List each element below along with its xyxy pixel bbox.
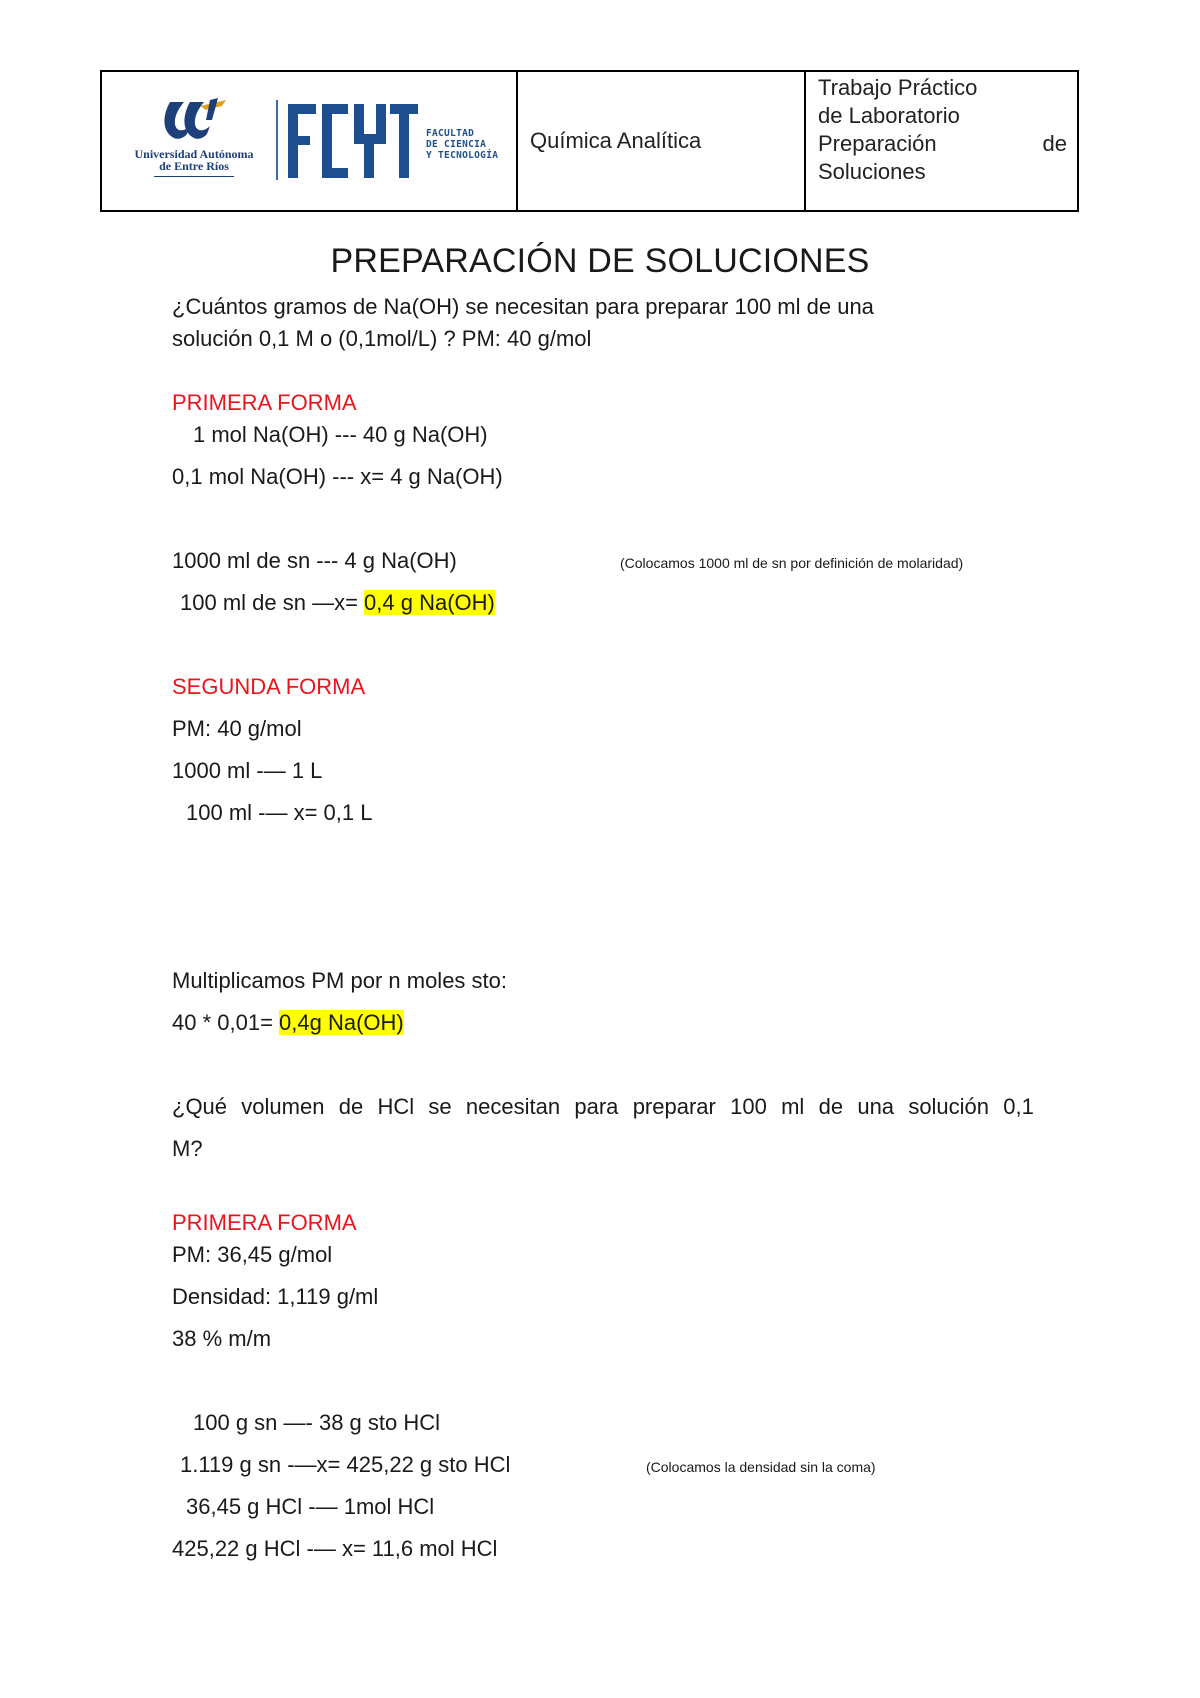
method-3-step-5: 1.119 g sn -—x= 425,22 g sto HCl bbox=[180, 1452, 511, 1477]
method-2-heading: SEGUNDA FORMA bbox=[172, 674, 366, 699]
question-2-word: 0,1 bbox=[1003, 1094, 1034, 1119]
method-3-step-1: PM: 36,45 g/mol bbox=[172, 1242, 333, 1267]
question-1-line-2: solución 0,1 M o (0,1mol/L) ? PM: 40 g/mol bbox=[172, 326, 592, 351]
question-2-word: HCl bbox=[377, 1094, 415, 1119]
method-2-step-5 bbox=[172, 1010, 404, 1036]
logo-divider bbox=[276, 100, 278, 180]
practice-title-line3b: de bbox=[1042, 131, 1067, 156]
method-1-result-highlight: 0,4 g Na(OH) bbox=[364, 590, 495, 615]
uader-underline bbox=[154, 176, 234, 177]
practice-title-line1: Trabajo Práctico bbox=[818, 75, 978, 100]
question-2-word: para bbox=[574, 1094, 619, 1119]
method-3-step-2: Densidad: 1,119 g/ml bbox=[172, 1284, 379, 1309]
page-title: PREPARACIÓN DE SOLUCIONES bbox=[330, 242, 870, 280]
question-2-word: de bbox=[818, 1094, 844, 1119]
question-2-word: 100 bbox=[730, 1094, 767, 1119]
method-2-step-5-text: 40 * 0,01= bbox=[172, 1010, 280, 1035]
method-1-note: (Colocamos 1000 ml de sn por definición de molaridad) bbox=[620, 555, 964, 571]
method-3-step-6: 36,45 g HCl -— 1mol HCl bbox=[186, 1494, 435, 1519]
subject-name: Química Analítica bbox=[530, 128, 702, 153]
method-2-step-4: Multiplicamos PM por n moles sto: bbox=[172, 968, 507, 993]
method-3-step-7: 425,22 g HCl -— x= 11,6 mol HCl bbox=[172, 1536, 498, 1561]
method-3-note: (Colocamos la densidad sin la coma) bbox=[646, 1459, 876, 1475]
practice-title-line4: Soluciones bbox=[818, 159, 926, 184]
question-2-word: ¿Qué bbox=[172, 1094, 228, 1119]
method-3-heading: PRIMERA FORMA bbox=[172, 1210, 357, 1235]
uader-emblem-icon bbox=[160, 96, 230, 144]
subject-cell bbox=[518, 72, 806, 210]
method-3-step-3: 38 % m/m bbox=[172, 1326, 272, 1351]
practice-title-line3a: Preparación bbox=[818, 131, 937, 156]
practice-title-line3 bbox=[818, 130, 1067, 158]
question-2-word: volumen bbox=[241, 1094, 325, 1119]
uader-name-line1: Universidad Autónoma bbox=[134, 147, 254, 161]
method-1-step-1: 1 mol Na(OH) --- 40 g Na(OH) bbox=[193, 422, 488, 447]
method-1-step-3: 1000 ml de sn --- 4 g Na(OH) bbox=[172, 548, 457, 573]
uader-name bbox=[124, 148, 264, 172]
question-1-line-1: ¿Cuántos gramos de Na(OH) se necesitan para preparar 100 ml de una bbox=[172, 294, 874, 319]
question-2-line-1 bbox=[172, 1094, 1034, 1120]
question-2-word: una bbox=[857, 1094, 895, 1119]
practice-title-cell bbox=[806, 72, 1077, 210]
practice-title-line2: de Laboratorio bbox=[818, 103, 960, 128]
method-1-heading: PRIMERA FORMA bbox=[172, 390, 357, 415]
method-1-step-4-text: 100 ml de sn —x= bbox=[180, 590, 365, 615]
question-2-word: de bbox=[338, 1094, 364, 1119]
fcyt-wordmark-logo bbox=[288, 100, 418, 182]
method-2-step-2: 1000 ml -— 1 L bbox=[172, 758, 323, 783]
uader-logo bbox=[124, 96, 264, 196]
uader-name-line2: de Entre Ríos bbox=[159, 159, 229, 173]
method-1-step-2: 0,1 mol Na(OH) --- x= 4 g Na(OH) bbox=[172, 464, 503, 489]
question-2-word: preparar bbox=[632, 1094, 716, 1119]
question-2-word: solución bbox=[908, 1094, 990, 1119]
method-3-step-4: 100 g sn —- 38 g sto HCl bbox=[193, 1410, 441, 1435]
method-1-step-4 bbox=[180, 590, 495, 616]
method-2-step-1: PM: 40 g/mol bbox=[172, 716, 302, 741]
question-2-word: necesitan bbox=[465, 1094, 561, 1119]
question-2-word: ml bbox=[781, 1094, 805, 1119]
method-2-step-3: 100 ml -— x= 0,1 L bbox=[186, 800, 373, 825]
fcyt-faculty-line2: DE CIENCIA bbox=[426, 139, 487, 150]
fcyt-faculty-name bbox=[426, 128, 498, 161]
header-table bbox=[100, 70, 1079, 212]
fcyt-faculty-line1: FACULTAD bbox=[426, 128, 475, 139]
logo-cell bbox=[102, 72, 518, 210]
question-2-line-2: M? bbox=[172, 1136, 203, 1161]
method-2-result-highlight: 0,4g Na(OH) bbox=[279, 1010, 404, 1035]
question-2-word: se bbox=[428, 1094, 452, 1119]
fcyt-faculty-line3: Y TECNOLOGÍA bbox=[426, 150, 499, 161]
